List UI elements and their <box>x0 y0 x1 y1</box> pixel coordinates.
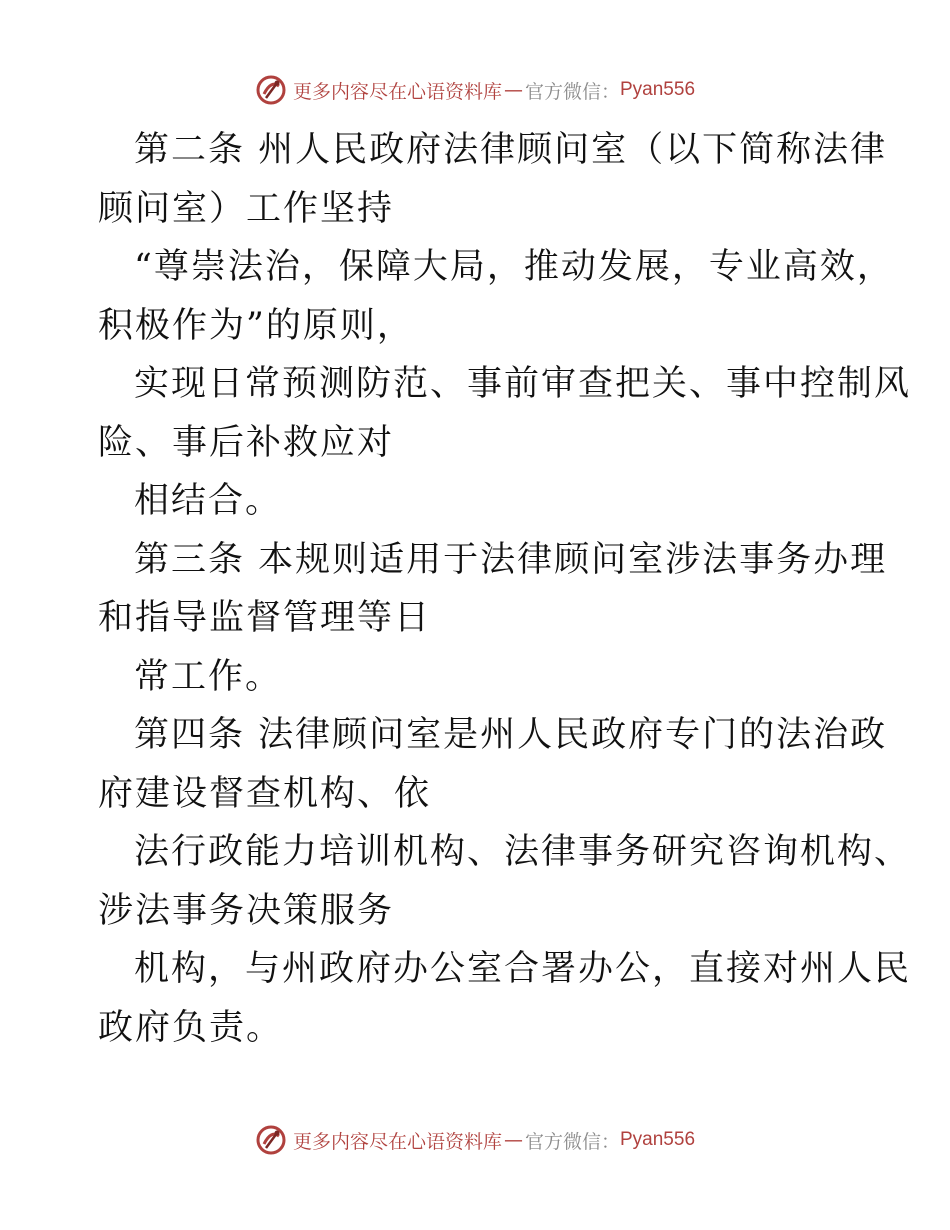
document-body <box>98 121 912 1057</box>
red-swirl-logo-icon <box>255 74 287 106</box>
text-line: 政府负责。 <box>98 1007 284 1048</box>
text-line: 府建设督查机构、依 <box>98 773 432 814</box>
text-line: 第三条 本规则适用于法律顾问室涉法事务办理 <box>134 539 888 580</box>
text-line: 法行政能力培训机构、法律事务研究咨询机构、 <box>134 832 912 872</box>
watermark-label: 更多内容尽在心语资料库 <box>292 80 502 103</box>
footer-watermark <box>0 1120 950 1160</box>
watermark-dash: — <box>503 1129 523 1151</box>
watermark-dash: — <box>503 79 523 101</box>
text-line: 实现日常预测防范、事前审查把关、事中控制风 <box>134 364 912 404</box>
text-line: 积极作为”的原则， <box>98 305 414 346</box>
text-line: “尊崇法治，保障大局，推动发展，专业高效， <box>134 247 894 287</box>
text-line: 常工作。 <box>134 656 283 697</box>
text-line: 第二条 州人民政府法律顾问室（以下简称法律 <box>134 130 888 170</box>
text-line: 和指导监督管理等日 <box>98 598 432 638</box>
text-line: 涉法事务决策服务 <box>98 890 395 931</box>
text-line: 相结合。 <box>134 481 283 521</box>
watermark-wechat-label: 官方微信： <box>524 80 620 103</box>
text-line: 顾问室）工作坚持 <box>98 188 395 229</box>
watermark-wechat-label: 官方微信： <box>524 1130 620 1153</box>
header-watermark <box>0 70 950 110</box>
watermark-label: 更多内容尽在心语资料库 <box>292 1130 502 1153</box>
text-line: 第四条 法律顾问室是州人民政府专门的法治政 <box>134 715 888 755</box>
watermark-wechat-id: Pyan556 <box>620 1129 696 1150</box>
watermark-wechat-id: Pyan556 <box>620 79 696 100</box>
text-line: 机构，与州政府办公室合署办公，直接对州人民 <box>134 949 912 989</box>
text-line: 险、事后补救应对 <box>98 422 395 463</box>
red-swirl-logo-icon <box>255 1124 287 1156</box>
